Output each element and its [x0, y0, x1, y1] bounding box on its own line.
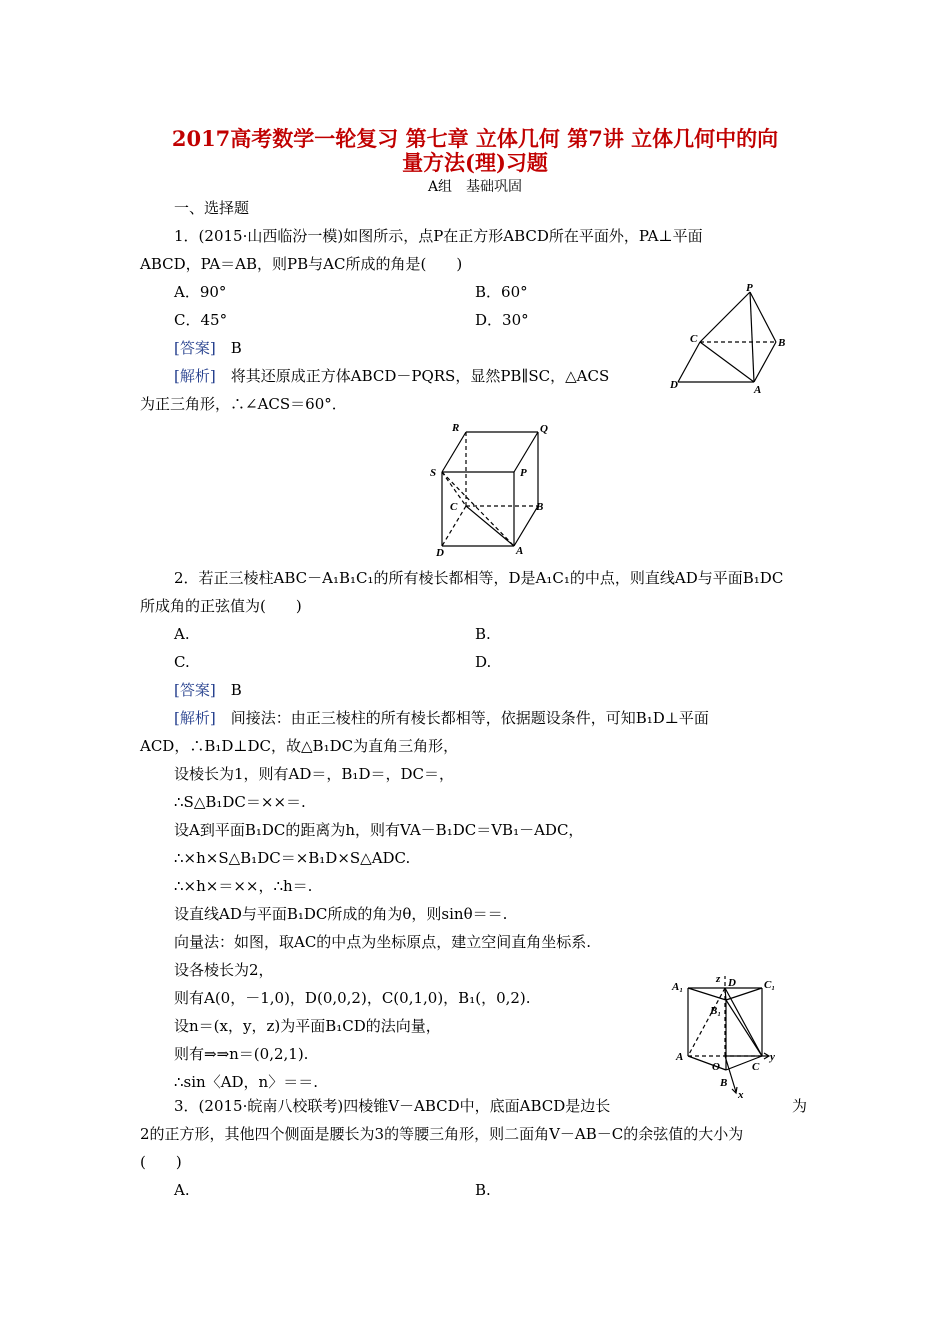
- fig3-label-x: x: [738, 1089, 744, 1100]
- q2-explanation-line12: 设n＝(x，y，z)为平面B₁CD的法向量，: [174, 1017, 441, 1035]
- q1-stem-line1: 1．(2015·山西临汾一模)如图所示，点P在正方形ABCD所在平面外，PA⊥平面: [174, 227, 703, 245]
- fig1-label-b: B: [778, 337, 786, 349]
- fig3-label-d: D: [728, 977, 736, 989]
- q1-answer-tag: [答案]: [174, 339, 216, 357]
- q2-explanation-line2: ACD，∴B₁D⊥DC，故△B₁DC为直角三角形，: [140, 737, 459, 755]
- figure-cube: [428, 420, 558, 560]
- q2-explanation-line6: ∴×h×S△B₁DC＝×B₁D×S△ADC.: [174, 849, 411, 867]
- q2-explanation-line1: [174, 708, 709, 728]
- fig1-label-p: P: [746, 282, 753, 294]
- q2-option-d: D.: [475, 653, 492, 671]
- q2-explanation-line9: 向量法：如图，取AC的中点为坐标原点，建立空间直角坐标系.: [174, 933, 592, 951]
- q1-answer-value: B: [230, 339, 242, 357]
- fig2-label-a: A: [516, 545, 524, 557]
- q1-stem-line2: ABCD，PA＝AB，则PB与AC所成的角是( ): [140, 255, 463, 273]
- q1-explanation-line2: 为正三角形，∴∠ACS＝60°．: [140, 395, 347, 413]
- q3-option-b: B.: [475, 1181, 491, 1199]
- fig3-label-z: z: [716, 973, 721, 985]
- figure-prism-axes: [670, 970, 795, 1100]
- q2-answer: [174, 680, 242, 700]
- q1-option-b: B．60°: [475, 283, 528, 301]
- fig1-label-c: C: [690, 333, 698, 345]
- q1-option-a: A．90°: [174, 283, 227, 301]
- fig2-label-s: S: [430, 467, 437, 479]
- fig3-label-y: y: [770, 1051, 775, 1063]
- fig3-label-c1: C₁: [764, 979, 776, 991]
- q1-answer: [174, 338, 242, 358]
- q1-option-c: C．45°: [174, 311, 228, 329]
- fig2-label-d: D: [436, 547, 444, 559]
- group-heading: A组 基础巩固: [427, 179, 523, 195]
- q2-explanation-line10: 设各棱长为2，: [174, 961, 274, 979]
- fig3-label-a: A: [676, 1051, 684, 1063]
- q1-explanation-text1: 将其还原成正方体ABCD－PQRS，显然PB∥SC，△ACS: [230, 367, 610, 385]
- q2-explanation-line14: ∴sin〈AD，n〉＝＝.: [174, 1073, 318, 1091]
- q2-answer-value: B: [230, 681, 242, 699]
- q2-explanation-line13: 则有⇒⇒n＝(0,2,1).: [174, 1045, 309, 1063]
- q2-explanation-text1: 间接法：由正三棱柱的所有棱长都相等，依据题设条件，可知B₁D⊥平面: [230, 709, 709, 727]
- fig3-label-a1: A₁: [672, 981, 684, 993]
- fig2-label-q: Q: [540, 423, 548, 435]
- fig3-label-c: C: [752, 1061, 760, 1073]
- q2-option-a: A.: [174, 625, 190, 643]
- fig3-label-b: B: [720, 1077, 728, 1089]
- q2-explanation-line4: ∴S△B₁DC＝××＝.: [174, 793, 306, 811]
- q2-option-c: C.: [174, 653, 190, 671]
- section-heading: 一、选择题: [174, 199, 250, 217]
- q1-option-d: D．30°: [475, 311, 529, 329]
- q2-stem-line1: 2．若正三棱柱ABC－A₁B₁C₁的所有棱长都相等，D是A₁C₁的中点，则直线AD与平面B₁DC: [174, 569, 784, 587]
- fig1-label-a: A: [754, 384, 762, 396]
- fig3-label-b1: B₁: [710, 1005, 722, 1017]
- q1-explanation-line1: [174, 366, 609, 386]
- q3-stem-line1-end: 为: [792, 1097, 808, 1115]
- title-line-1: 2017高考数学一轮复习 第七章 立体几何 第7讲 立体几何中的向: [171, 126, 779, 151]
- q2-explanation-line7: ∴×h×＝××，∴h＝.: [174, 877, 313, 895]
- fig3-label-o: O: [712, 1061, 720, 1073]
- q2-explanation-tag: [解析]: [174, 709, 216, 727]
- q2-answer-tag: [答案]: [174, 681, 216, 699]
- q2-explanation-line11: 则有A(0，－1,0)，D(0,0,2)，C(0,1,0)，B₁(，0,2).: [174, 989, 531, 1007]
- q2-option-b: B.: [475, 625, 491, 643]
- q2-explanation-line5: 设A到平面B₁DC的距离为h，则有VA－B₁DC＝VB₁－ADC，: [174, 821, 584, 839]
- q2-explanation-line8: 设直线AD与平面B₁DC所成的角为θ，则sinθ＝＝.: [174, 905, 508, 923]
- q3-stem-line1: 3．(2015·皖南八校联考)四棱锥V－ABCD中，底面ABCD是边长: [174, 1097, 611, 1115]
- q3-stem-line3: ( ): [140, 1153, 182, 1171]
- fig2-label-p: P: [520, 467, 527, 479]
- q3-option-a: A.: [174, 1181, 190, 1199]
- q2-stem-line2: 所成角的正弦值为( ): [140, 597, 302, 615]
- fig2-label-b: B: [536, 501, 544, 513]
- figure-pyramid: [668, 282, 798, 397]
- q3-stem-line2: 2的正方形，其他四个侧面是腰长为3的等腰三角形，则二面角V－AB－C的余弦值的大小为: [140, 1125, 744, 1143]
- fig1-label-d: D: [670, 379, 678, 391]
- q2-explanation-line3: 设棱长为1，则有AD＝，B₁D＝，DC＝，: [174, 765, 454, 783]
- fig2-label-r: R: [452, 422, 460, 434]
- title-line-2: 量方法(理)习题: [402, 150, 548, 175]
- q1-explanation-tag: [解析]: [174, 367, 216, 385]
- fig2-label-c: C: [450, 501, 458, 513]
